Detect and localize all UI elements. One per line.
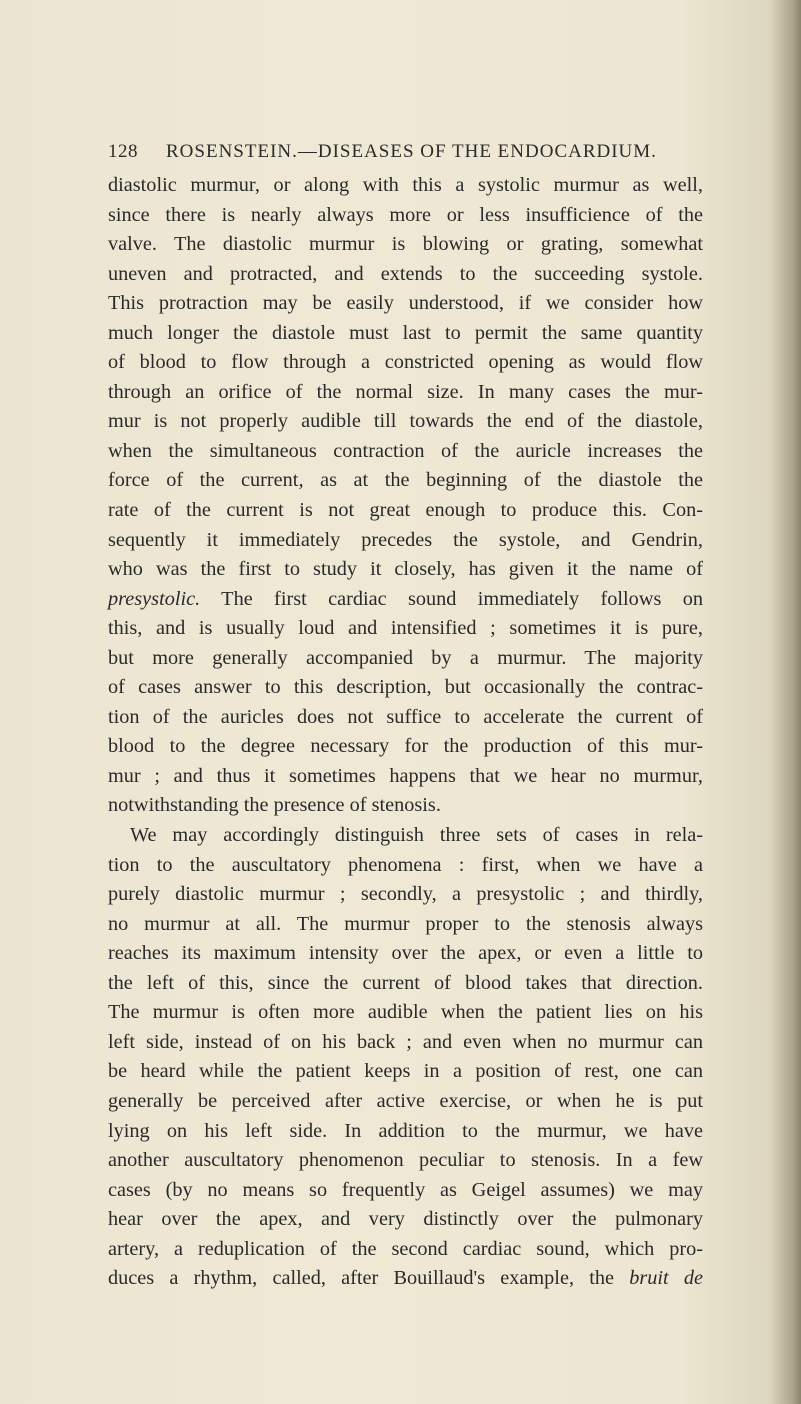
text-line: when the simultaneous contraction of the auricle increases the (108, 439, 703, 462)
text-line: of blood to flow through a constricted opening as would flow (108, 351, 703, 374)
text-line: mur is not properly audible till towards the end of the diastole, (108, 410, 703, 433)
text-line: The murmur is often more audible when the patient lies on his (108, 1001, 703, 1024)
text-line: blood to the degree necessary for the production of this mur- (108, 735, 703, 758)
text-line: reaches its maximum intensity over the apex, or even a little to (108, 942, 703, 965)
text-line: tion of the auricles does not suffice to accelerate the current of (108, 705, 703, 728)
text-line: left side, instead of on his back ; and even when no murmur can (108, 1030, 703, 1053)
text-line: cases (by no means so frequently as Geigel assumes) we may (108, 1178, 703, 1201)
running-title: ROSENSTEIN.—DISEASES OF THE ENDOCARDIUM. (166, 141, 657, 162)
text-line: be heard while the patient keeps in a position of rest, one can (108, 1060, 703, 1083)
text-line: We may accordingly distinguish three sets of cases in rela- (130, 824, 703, 847)
text-line: but more generally accompanied by a murmur. The majority (108, 646, 703, 669)
text-line: valve. The diastolic murmur is blowing or grating, somewhat (108, 233, 703, 256)
running-head (108, 141, 708, 167)
text-line: notwithstanding the presence of stenosis. (108, 794, 441, 817)
text-run: The first cardiac sound immediately follows on (200, 587, 703, 610)
text-line: the left of this, since the current of blood takes that direction. (108, 971, 703, 994)
italic-term: presystolic. (108, 587, 201, 610)
text-line: uneven and protracted, and extends to the succeeding systole. (108, 262, 703, 285)
page-edge-shadow (771, 0, 801, 1404)
text-line: through an orifice of the normal size. In many cases the mur- (108, 380, 703, 403)
text-line: tion to the auscultatory phenomena : first, when we have a (108, 853, 703, 876)
text-line: generally be perceived after active exercise, or when he is put (108, 1089, 703, 1112)
text-line: This protraction may be easily understood, if we consider how (108, 292, 703, 315)
text-line-presystolic (108, 585, 703, 615)
text-line-final (108, 1264, 703, 1294)
text-line: purely diastolic murmur ; secondly, a presystolic ; and thirdly, (108, 883, 703, 906)
text-line: much longer the diastole must last to permit the same quantity (108, 321, 703, 344)
text-run: duces a rhythm, called, after Bouillaud's example, the (108, 1267, 630, 1290)
page-number: 128 (108, 141, 138, 162)
text-line: this, and is usually loud and intensified ; sometimes it is pure, (108, 617, 703, 640)
text-line: who was the first to study it closely, has given it the name of (108, 558, 703, 581)
text-line: diastolic murmur, or along with this a systolic murmur as well, (108, 174, 703, 196)
text-line: since there is nearly always more or less insufficience of the (108, 203, 703, 226)
text-line: another auscultatory phenomenon peculiar to stenosis. In a few (108, 1149, 703, 1172)
body-text (108, 171, 703, 1294)
text-line: of cases answer to this description, but occasionally the contrac- (108, 676, 703, 699)
text-line: force of the current, as at the beginning of the diastole the (108, 469, 703, 492)
italic-term: bruit de (629, 1267, 703, 1290)
text-line: hear over the apex, and very distinctly over the pulmonary (108, 1208, 703, 1231)
text-line: mur ; and thus it sometimes happens that we hear no murmur, (108, 764, 703, 787)
text-line: sequently it immediately precedes the systole, and Gendrin, (108, 528, 703, 551)
text-line: artery, a reduplication of the second cardiac sound, which pro- (108, 1237, 703, 1260)
text-line: lying on his left side. In addition to the murmur, we have (108, 1119, 703, 1142)
text-line: rate of the current is not great enough to produce this. Con- (108, 499, 703, 522)
text-line: no murmur at all. The murmur proper to the stenosis always (108, 912, 703, 935)
